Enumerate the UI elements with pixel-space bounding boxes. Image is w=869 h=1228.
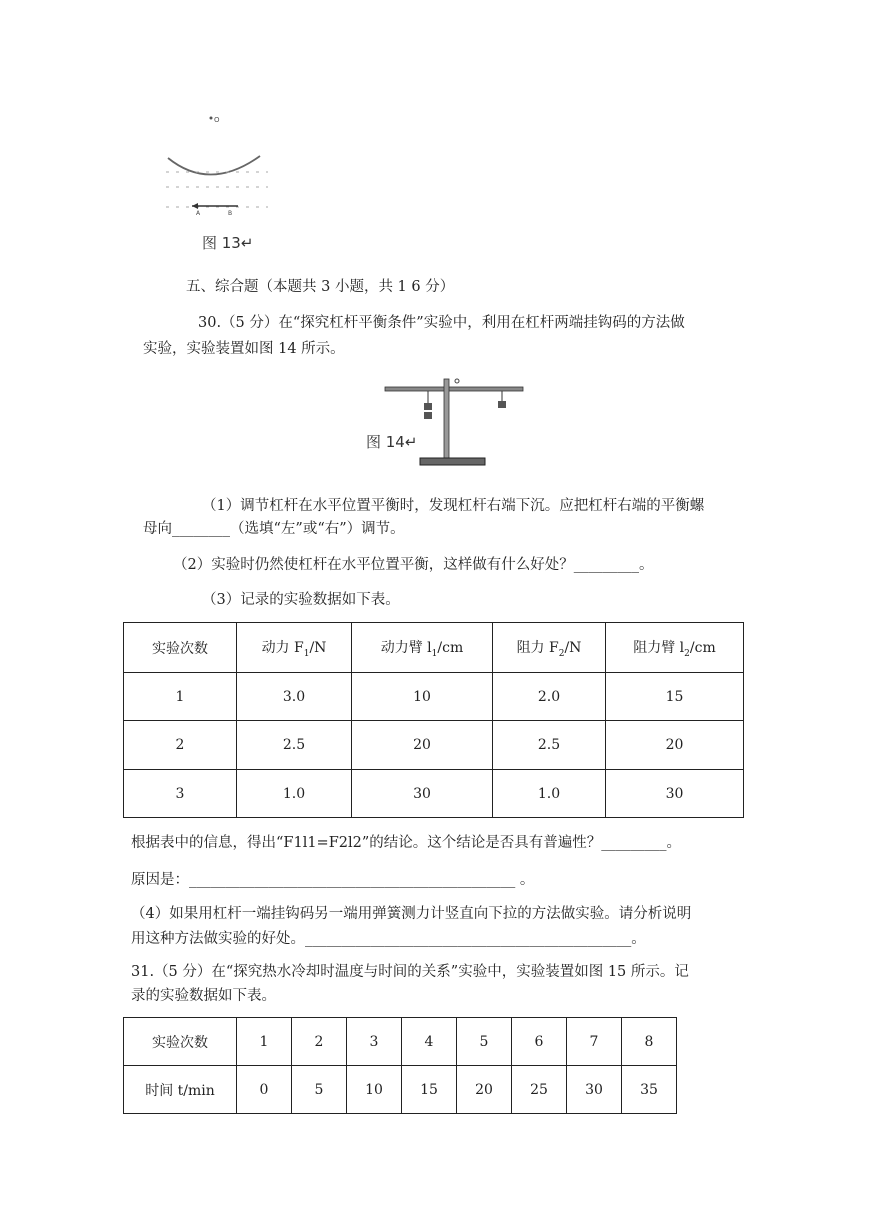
table-cell: 15 [606,673,744,721]
q30-p2: （2）实验时仍然使杠杆在水平位置平衡，这样做有什么好处？_________。 [173,557,654,573]
q30-intro-line1: 30.（5 分）在“探究杠杆平衡条件”实验中，利用在杠杆两端挂钩码的方法做 [198,315,685,331]
table-cell: 10 [347,1066,402,1114]
table-cell: 3 [347,1018,402,1066]
table-row-label: 实验次数 [124,1018,237,1066]
header-text: /cm [437,639,464,656]
table-row [124,1018,677,1066]
table-cell: 2 [124,721,237,770]
table-row [124,721,744,770]
table-cell: 10 [352,673,493,721]
table-cell: 30 [567,1066,622,1114]
table-header-cell: 实验次数 [124,623,237,673]
figure-13-caption: 图 13↵ [202,234,254,252]
table-cell: 20 [457,1066,512,1114]
table-row-label: 时间 t/min [124,1066,237,1114]
table-header-cell [352,623,493,673]
q30-intro-line2: 实验，实验装置如图 14 所示。 [143,341,345,357]
table-cell: 3 [124,770,237,818]
header-text: /cm [689,639,716,656]
header-subscript: 1 [303,648,310,659]
q30-p1-line2: 母向________（选填“左”或“右”）调节。 [143,521,405,537]
table-cell: 5 [457,1018,512,1066]
table-cell: 8 [622,1018,677,1066]
svg-text:A: A [196,210,201,217]
q30-p4-line2: 用这种方法做实验的好处。_____________________________________________。 [131,931,646,947]
q31-line2: 录的实验数据如下表。 [131,988,276,1004]
table-cell: 20 [606,721,744,770]
q31-data-table [123,1017,677,1114]
table-row [124,673,744,721]
table-cell: 5 [292,1066,347,1114]
table-cell: 4 [402,1018,457,1066]
figure-13-drawing [160,110,280,220]
table-cell: 35 [622,1066,677,1114]
table-row [124,1066,677,1114]
figure-13 [160,110,280,255]
table-cell: 30 [606,770,744,818]
svg-text:O: O [214,116,220,124]
header-subscript: 2 [558,648,565,659]
header-subscript: 1 [431,648,438,659]
table-cell: 1 [237,1018,292,1066]
table-cell: 3.0 [237,673,352,721]
q30-p4-line1: （4）如果用杠杆一端挂钩码另一端用弹簧测力计竖直向下拉的方法做实验。请分析说明 [131,906,692,922]
header-text: 动力臂 l [380,639,432,656]
table-cell: 2.5 [493,721,606,770]
table-cell: 0 [237,1066,292,1114]
table-header-cell [493,623,606,673]
header-text: 动力 F [261,639,304,656]
svg-text:B: B [228,210,233,217]
q30-reason: 原因是：_____________________________________________ 。 [131,872,535,888]
table-cell: 2 [292,1018,347,1066]
table-cell: 15 [402,1066,457,1114]
figure-14-caption: 图 14↵ [366,433,418,451]
table-cell: 2.5 [237,721,352,770]
header-text: 阻力 F [516,639,559,656]
header-text: /N [309,639,327,656]
q30-p1-line1: （1）调节杠杆在水平位置平衡时，发现杠杆右端下沉。应把杠杆右端的平衡螺 [202,498,705,514]
table-header-row [124,623,744,673]
table-cell: 7 [567,1018,622,1066]
table-cell: 1.0 [237,770,352,818]
table-cell: 6 [512,1018,567,1066]
table-row [124,770,744,818]
q30-data-table [123,622,744,818]
q31-line1: 31.（5 分）在“探究热水冷却时温度与时间的关系”实验中，实验装置如图 15 所示。记 [131,964,689,980]
table-cell: 2.0 [493,673,606,721]
table-header-cell [606,623,744,673]
table-cell: 1.0 [493,770,606,818]
figure-14-drawing [380,373,530,473]
header-subscript: 2 [684,648,690,659]
table-cell: 25 [512,1066,567,1114]
section-5-title: 五、综合题（本题共 3 小题，共 1 6 分） [186,279,455,295]
table-cell: 20 [352,721,493,770]
header-text: 阻力臂 l [633,639,685,656]
table-cell: 30 [352,770,493,818]
figure-14 [366,373,530,473]
q30-p3: （3）记录的实验数据如下表。 [202,592,400,608]
table-header-cell [237,623,352,673]
header-text: /N [564,639,582,656]
q30-conclusion: 根据表中的信息，得出“F1l1=F2l2”的结论。这个结论是否具有普遍性？_________。 [131,835,682,851]
table-cell: 1 [124,673,237,721]
